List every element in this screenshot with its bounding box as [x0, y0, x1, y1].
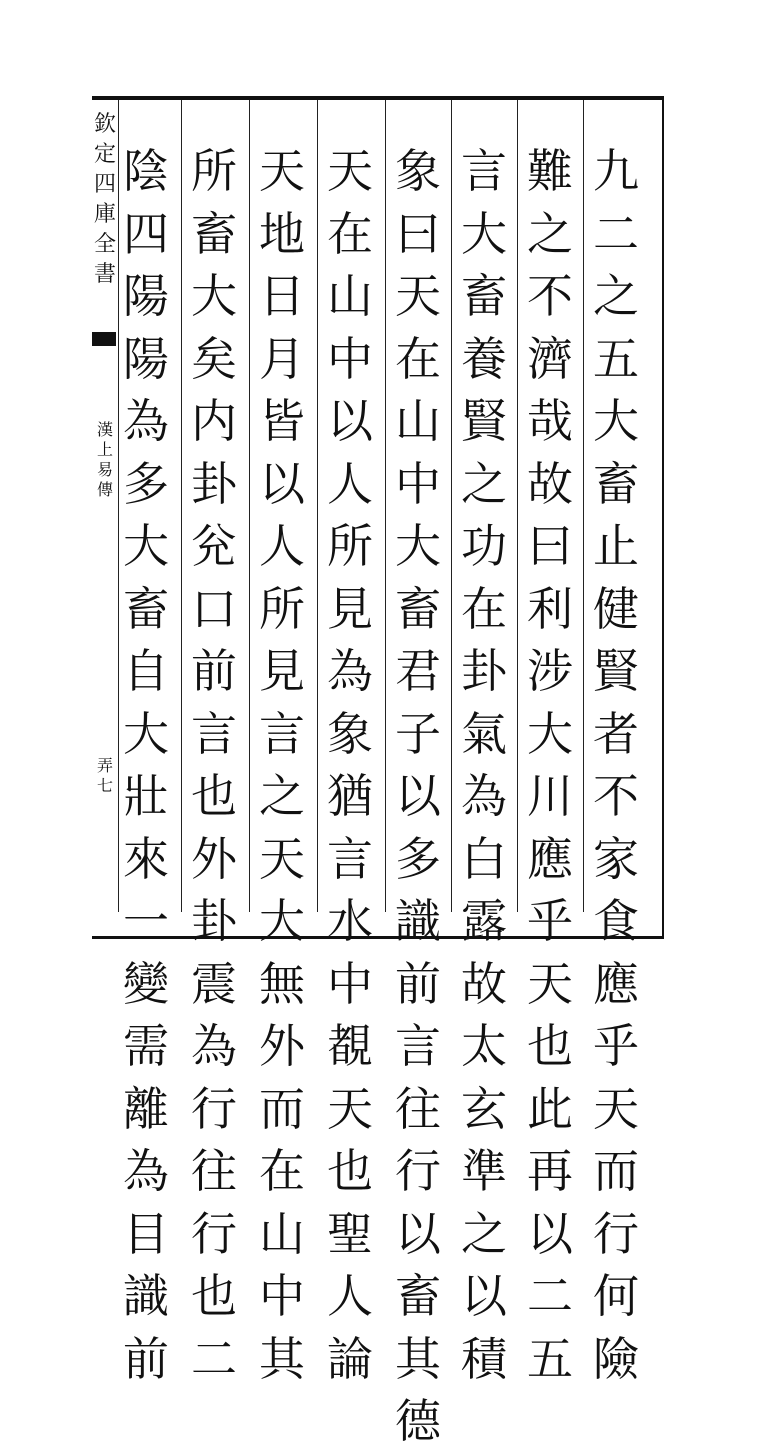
text-char: 天 [327, 144, 373, 198]
text-char: 賢 [461, 394, 507, 448]
column-rule [317, 100, 318, 912]
text-char: 天 [527, 956, 573, 1011]
text-column [587, 140, 645, 1390]
text-char: 人 [327, 1269, 373, 1323]
margin-page-number [94, 756, 116, 796]
text-char: 以 [395, 1206, 441, 1261]
text-char: 大 [191, 269, 237, 323]
text-char: 川 [527, 769, 573, 823]
margin-volume-title [94, 420, 116, 500]
text-char: 君 [395, 644, 441, 698]
text-char: 再 [527, 1144, 573, 1198]
text-char: 行 [191, 1081, 237, 1136]
column-rule [385, 100, 386, 912]
text-char: 在 [461, 581, 507, 636]
text-char: 險 [593, 1331, 639, 1386]
text-char: 為 [327, 644, 373, 698]
text-char: 家 [593, 831, 639, 886]
text-char: 中 [327, 331, 373, 386]
text-char: 地 [259, 206, 305, 261]
text-char: 象 [395, 144, 441, 198]
text-char: 止 [593, 519, 639, 573]
text-char: 為 [123, 1144, 169, 1198]
text-char: 為 [123, 394, 169, 448]
text-char: 太 [461, 1019, 507, 1073]
text-char: 者 [593, 706, 639, 761]
text-char: 前 [395, 956, 441, 1011]
text-char: 天 [259, 831, 305, 886]
text-char: 所 [259, 581, 305, 636]
text-char: 日 [259, 269, 305, 323]
text-char: 以 [327, 394, 373, 448]
text-column [455, 140, 513, 1390]
text-char: 何 [593, 1269, 639, 1323]
text-char: 也 [527, 1019, 573, 1073]
text-char: 識 [123, 1269, 169, 1323]
text-char: 兊 [191, 519, 237, 573]
text-char: 大 [123, 706, 169, 761]
text-char: 水 [327, 894, 373, 948]
text-char: 猶 [327, 769, 373, 823]
text-char: 畜 [395, 581, 441, 636]
text-char: 識 [395, 894, 441, 948]
text-char: 外 [191, 831, 237, 886]
text-column [321, 140, 379, 1390]
text-char: 利 [527, 581, 573, 636]
text-char: 白 [461, 831, 507, 886]
text-char: 矣 [191, 331, 237, 386]
text-char: 應 [527, 831, 573, 886]
text-char: 山 [395, 394, 441, 448]
text-char: 濟 [527, 331, 573, 386]
margin-book-title [92, 110, 118, 290]
text-char: 口 [191, 581, 237, 636]
text-char: 行 [593, 1206, 639, 1261]
column-rule [249, 100, 250, 912]
text-char: 賢 [593, 644, 639, 698]
margin-char: 易 [96, 460, 113, 479]
margin-char: 書 [93, 262, 116, 287]
text-char: 準 [461, 1144, 507, 1198]
text-char: 中 [327, 956, 373, 1011]
text-column [253, 140, 311, 1390]
margin-char: 全 [93, 232, 116, 257]
text-char: 言 [395, 1019, 441, 1073]
text-char: 皆 [259, 394, 305, 448]
text-char: 自 [123, 644, 169, 698]
text-char: 四 [123, 206, 169, 261]
text-char: 中 [395, 456, 441, 511]
text-char: 所 [327, 519, 373, 573]
text-column [185, 140, 243, 1390]
text-char: 言 [259, 706, 305, 761]
text-char: 目 [123, 1206, 169, 1261]
text-char: 山 [259, 1206, 305, 1261]
text-char: 多 [395, 831, 441, 886]
text-char: 玄 [461, 1081, 507, 1136]
text-char: 其 [395, 1331, 441, 1386]
text-char: 子 [395, 706, 441, 761]
text-char: 言 [461, 144, 507, 198]
text-char: 往 [395, 1081, 441, 1136]
text-char: 所 [191, 144, 237, 198]
column-rule [451, 100, 452, 912]
text-char: 養 [461, 331, 507, 386]
text-char: 之 [461, 1206, 507, 1261]
text-char: 需 [123, 1019, 169, 1073]
text-char: 之 [593, 269, 639, 323]
text-char: 乎 [527, 894, 573, 948]
text-char: 五 [527, 1331, 573, 1386]
text-char: 此 [527, 1081, 573, 1136]
text-column [521, 140, 579, 1390]
text-char: 乎 [593, 1019, 639, 1073]
text-char: 不 [527, 269, 573, 323]
text-char: 涉 [527, 644, 573, 698]
text-char: 以 [527, 1206, 573, 1261]
margin-char: 弄 [96, 756, 113, 775]
text-char: 露 [461, 894, 507, 948]
text-char: 曰 [395, 206, 441, 261]
text-char: 變 [123, 956, 169, 1011]
text-char: 以 [461, 1269, 507, 1323]
text-char: 在 [259, 1144, 305, 1198]
text-char: 論 [327, 1331, 373, 1386]
text-char: 聖 [327, 1206, 373, 1261]
text-char: 二 [191, 1331, 237, 1386]
text-char: 天 [327, 1081, 373, 1136]
text-char: 畜 [593, 456, 639, 511]
text-char: 而 [259, 1081, 305, 1136]
margin-char: 庫 [93, 202, 116, 227]
text-char: 無 [259, 956, 305, 1011]
text-char: 震 [191, 956, 237, 1011]
text-char: 陽 [123, 269, 169, 323]
text-char: 見 [259, 644, 305, 698]
text-char: 天 [259, 144, 305, 198]
text-char: 德 [395, 1394, 441, 1448]
text-char: 哉 [527, 394, 573, 448]
text-char: 前 [123, 1331, 169, 1386]
text-char: 也 [191, 769, 237, 823]
text-char: 在 [395, 331, 441, 386]
text-char: 壯 [123, 769, 169, 823]
margin-fish-tail [92, 332, 116, 346]
text-char: 食 [593, 894, 639, 948]
margin-char: 漢 [96, 420, 113, 439]
text-char: 畜 [461, 269, 507, 323]
margin-char: 四 [93, 172, 116, 197]
text-char: 也 [191, 1269, 237, 1323]
text-char: 行 [395, 1144, 441, 1198]
text-char: 陽 [123, 331, 169, 386]
text-char: 内 [191, 394, 237, 448]
text-char: 大 [123, 519, 169, 573]
text-char: 畜 [123, 581, 169, 636]
margin-char: 定 [93, 142, 116, 167]
text-char: 氣 [461, 706, 507, 761]
text-char: 大 [527, 706, 573, 761]
text-char: 九 [593, 144, 639, 198]
text-char: 其 [259, 1331, 305, 1386]
text-char: 五 [593, 331, 639, 386]
text-char: 陰 [123, 144, 169, 198]
text-char: 天 [395, 269, 441, 323]
text-char: 覩 [327, 1019, 373, 1073]
text-char: 卦 [461, 644, 507, 698]
text-column [117, 140, 175, 1390]
text-char: 一 [123, 894, 169, 948]
text-char: 畜 [191, 206, 237, 261]
text-char: 而 [593, 1144, 639, 1198]
text-char: 中 [259, 1269, 305, 1323]
text-char: 難 [527, 144, 573, 198]
text-char: 二 [593, 206, 639, 261]
text-char: 離 [123, 1081, 169, 1136]
text-char: 之 [527, 206, 573, 261]
text-char: 月 [259, 331, 305, 386]
column-rule [583, 100, 584, 912]
text-char: 曰 [527, 519, 573, 573]
text-char: 見 [327, 581, 373, 636]
text-char: 積 [461, 1331, 507, 1386]
text-char: 為 [191, 1019, 237, 1073]
margin-column [92, 100, 118, 912]
text-char: 言 [191, 706, 237, 761]
text-char: 之 [259, 769, 305, 823]
text-char: 為 [461, 769, 507, 823]
column-rule [181, 100, 182, 912]
text-char: 外 [259, 1019, 305, 1073]
text-char: 不 [593, 769, 639, 823]
text-column [389, 140, 447, 1453]
text-char: 大 [461, 206, 507, 261]
margin-char: 上 [96, 440, 113, 459]
margin-char: 欽 [93, 112, 116, 137]
text-char: 應 [593, 956, 639, 1011]
text-char: 人 [327, 456, 373, 511]
text-char: 故 [527, 456, 573, 511]
text-char: 卦 [191, 456, 237, 511]
text-char: 也 [327, 1144, 373, 1198]
text-char: 天 [593, 1081, 639, 1136]
text-char: 象 [327, 706, 373, 761]
text-char: 大 [395, 519, 441, 573]
text-char: 以 [395, 769, 441, 823]
text-char: 多 [123, 456, 169, 511]
margin-char: 傳 [96, 480, 113, 499]
text-char: 人 [259, 519, 305, 573]
text-char: 故 [461, 956, 507, 1011]
column-rule [517, 100, 518, 912]
text-char: 來 [123, 831, 169, 886]
text-char: 以 [259, 456, 305, 511]
text-char: 大 [593, 394, 639, 448]
text-char: 功 [461, 519, 507, 573]
text-char: 二 [527, 1269, 573, 1323]
text-char: 行 [191, 1206, 237, 1261]
text-char: 前 [191, 644, 237, 698]
text-char: 在 [327, 206, 373, 261]
text-char: 言 [327, 831, 373, 886]
text-char: 往 [191, 1144, 237, 1198]
text-char: 大 [259, 894, 305, 948]
text-char: 畜 [395, 1269, 441, 1323]
text-char: 卦 [191, 894, 237, 948]
text-char: 之 [461, 456, 507, 511]
text-char: 山 [327, 269, 373, 323]
margin-char: 七 [96, 776, 113, 795]
text-char: 健 [593, 581, 639, 636]
